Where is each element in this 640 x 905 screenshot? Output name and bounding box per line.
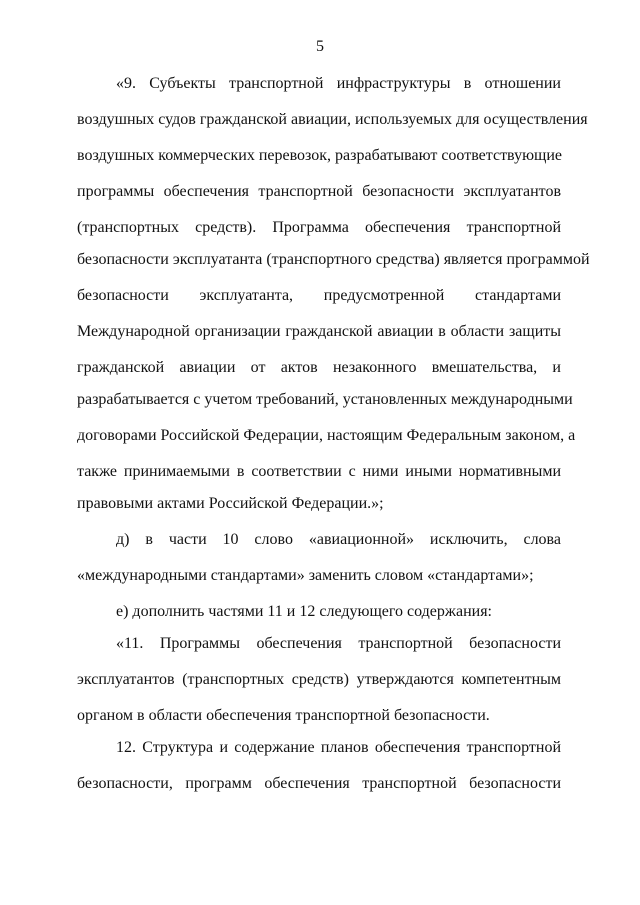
text-line: безопасности, программ обеспечения транспортной безопасности <box>77 775 561 792</box>
text-line: программы обеспечения транспортной безопасности эксплуатантов <box>77 183 561 200</box>
text-line: Международной организации гражданской авиации в области защиты <box>77 323 561 340</box>
page-number: 5 <box>316 38 324 55</box>
text-line: д) в части 10 слово «авиационной» исключить, слова <box>116 531 561 548</box>
text-line: также принимаемыми в соответствии с ними иными нормативными <box>77 463 561 480</box>
text-line: «11. Программы обеспечения транспортной безопасности <box>116 635 561 652</box>
text-line: безопасности эксплуатанта (транспортного средства) является программой <box>77 251 590 268</box>
text-line: разрабатывается с учетом требований, установленных международными <box>77 391 573 408</box>
text-line: е) дополнить частями 11 и 12 следующего содержания: <box>116 603 492 620</box>
text-line: воздушных судов гражданской авиации, используемых для осуществления <box>77 111 588 128</box>
text-line: органом в области обеспечения транспортной безопасности. <box>77 707 490 724</box>
text-line: «9. Субъекты транспортной инфраструктуры в отношении <box>116 75 561 92</box>
text-line: правовыми актами Российской Федерации.»; <box>77 495 384 512</box>
text-line: гражданской авиации от актов незаконного вмешательства, и <box>77 359 561 376</box>
text-line: эксплуатантов (транспортных средств) утверждаются компетентным <box>77 671 561 688</box>
text-line: договорами Российской Федерации, настоящим Федеральным законом, а <box>77 427 576 444</box>
text-line: безопасности эксплуатанта, предусмотренной стандартами <box>77 287 561 304</box>
text-line: «международными стандартами» заменить словом «стандартами»; <box>77 567 534 584</box>
text-line: 12. Структура и содержание планов обеспечения транспортной <box>116 739 561 756</box>
text-line: (транспортных средств). Программа обеспечения транспортной <box>77 219 561 236</box>
text-line: воздушных коммерческих перевозок, разрабатывают соответствующие <box>77 147 562 164</box>
